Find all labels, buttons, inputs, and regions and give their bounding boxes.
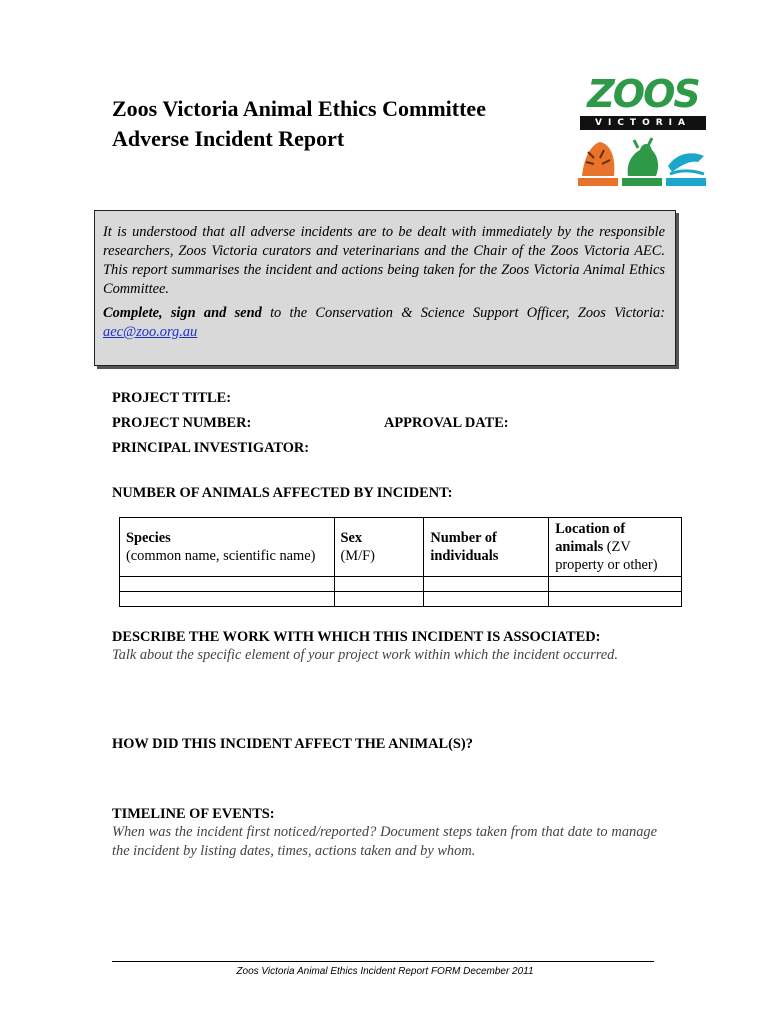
email-link[interactable]: aec@zoo.org.au	[103, 324, 198, 340]
sex-label: Sex	[340, 530, 363, 546]
species-label: Species	[126, 530, 171, 546]
tiger-icon	[578, 136, 618, 186]
sex-header	[334, 518, 424, 577]
footer-divider	[112, 961, 654, 962]
describe-heading: DESCRIBE THE WORK WITH WHICH THIS INCIDENT IS ASSOCIATED:	[112, 629, 601, 645]
location-header	[549, 518, 682, 577]
intro-paragraph: It is understood that all adverse incidents are to be dealt with immediately by the responsible researchers, Zoos Victoria curators and veterinarians and the Chair of the Zoos Victoria AEC. This report summarises the incident and actions being taken for the Zoos Victoria Animal Ethics Committee.	[103, 224, 665, 297]
location-sub: (ZV property or other)	[555, 539, 658, 573]
table-header-row	[120, 518, 682, 577]
zoos-victoria-logo	[576, 74, 710, 186]
project-number-label: PROJECT NUMBER:	[112, 415, 252, 431]
location-cell[interactable]	[549, 577, 682, 592]
sex-sub: (M/F)	[340, 548, 375, 564]
describe-hint: Talk about the specific element of your project work within which the incident occurred.	[112, 647, 618, 663]
location-label: Location of animals	[555, 521, 626, 555]
approval-date-label: APPROVAL DATE:	[384, 415, 509, 431]
title-line-1: Zoos Victoria Animal Ethics Committee	[112, 96, 486, 121]
gorilla-icon	[622, 136, 662, 186]
project-title-label: PROJECT TITLE:	[112, 390, 232, 406]
instruction-text: to the Conservation & Science Support Officer, Zoos Victoria:	[261, 305, 665, 321]
number-cell[interactable]	[424, 592, 549, 607]
animals-heading: NUMBER OF ANIMALS AFFECTED BY INCIDENT:	[112, 485, 453, 501]
title-line-2: Adverse Incident Report	[112, 126, 345, 151]
timeline-hint: When was the incident first noticed/reported? Document steps taken from that date to manage the incident by listing dates, times, actions taken and by whom.	[112, 824, 657, 859]
footer-text: Zoos Victoria Animal Ethics Incident Report FORM December 2011	[236, 966, 534, 977]
sex-cell[interactable]	[334, 577, 424, 592]
animals-table	[119, 517, 682, 607]
species-sub: (common name, scientific name)	[126, 548, 316, 564]
intro-instruction	[103, 304, 665, 342]
number-header	[424, 518, 549, 577]
timeline-heading: TIMELINE OF EVENTS:	[112, 806, 275, 822]
logo-word: ZOOS	[587, 72, 699, 116]
sex-cell[interactable]	[334, 592, 424, 607]
species-cell[interactable]	[120, 592, 335, 607]
page-title	[112, 94, 486, 154]
number-cell[interactable]	[424, 577, 549, 592]
species-cell[interactable]	[120, 577, 335, 592]
table-row	[120, 592, 682, 607]
affect-heading: HOW DID THIS INCIDENT AFFECT THE ANIMAL(S)?	[112, 736, 473, 752]
location-cell[interactable]	[549, 592, 682, 607]
logo-subtitle: VICTORIA	[580, 116, 706, 130]
table-row	[120, 577, 682, 592]
seal-icon	[666, 136, 706, 186]
principal-investigator-label: PRINCIPAL INVESTIGATOR:	[112, 440, 310, 456]
instruction-bold: Complete, sign and send	[103, 305, 262, 321]
number-label: Number of individuals	[430, 530, 499, 564]
species-header	[120, 518, 335, 577]
intro-notice	[94, 210, 676, 366]
